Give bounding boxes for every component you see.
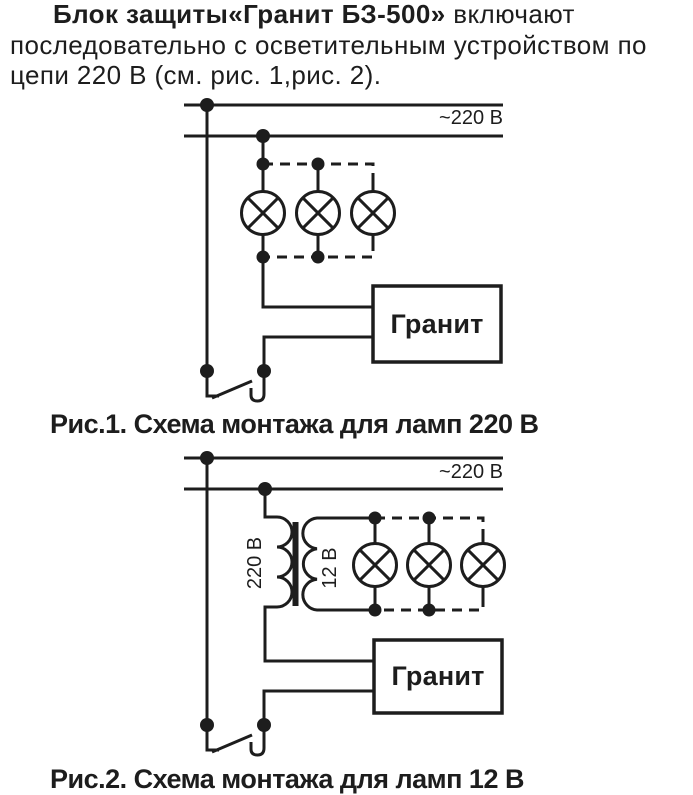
figure2-lamp-icon-2 — [408, 544, 451, 587]
intro-line-2: последовательно с осветительным устройством по — [10, 29, 647, 60]
figure2-lamp-icon-3 — [462, 544, 505, 587]
figure1-caption: Рис.1. Схема монтажа для ламп 220 В — [50, 409, 539, 439]
figure2-switch-icon — [207, 725, 264, 755]
figure2-lamp-icon-1 — [354, 544, 397, 587]
intro-bold-product-name: Блок защиты«Гранит БЗ-500» — [53, 0, 446, 29]
figure2-device-label: Гранит — [391, 661, 485, 691]
figure1-switch-icon — [207, 371, 264, 401]
figure1-wires — [207, 105, 373, 371]
figure2-transformer-secondary-label: 12 В — [319, 547, 341, 589]
figure1-device-label: Гранит — [390, 308, 484, 339]
figure1-lamp-icon-2 — [297, 192, 340, 235]
intro-line-1: Блок защиты«Гранит БЗ-500» включают — [53, 0, 575, 29]
intro-line-3: цепи 220 В (см. рис. 1,рис. 2). — [10, 60, 382, 90]
figure1-lamp-icon-1 — [242, 192, 285, 235]
figure2-caption: Рис.2. Схема монтажа для ламп 12 В — [50, 764, 524, 794]
figure1-lamp-icon-3 — [352, 192, 395, 235]
figure2-transformer-primary-label: 220 В — [244, 536, 266, 590]
figure2-voltage-label: ~220 В — [439, 461, 503, 483]
figure1-voltage-label: ~220 В — [439, 107, 503, 129]
